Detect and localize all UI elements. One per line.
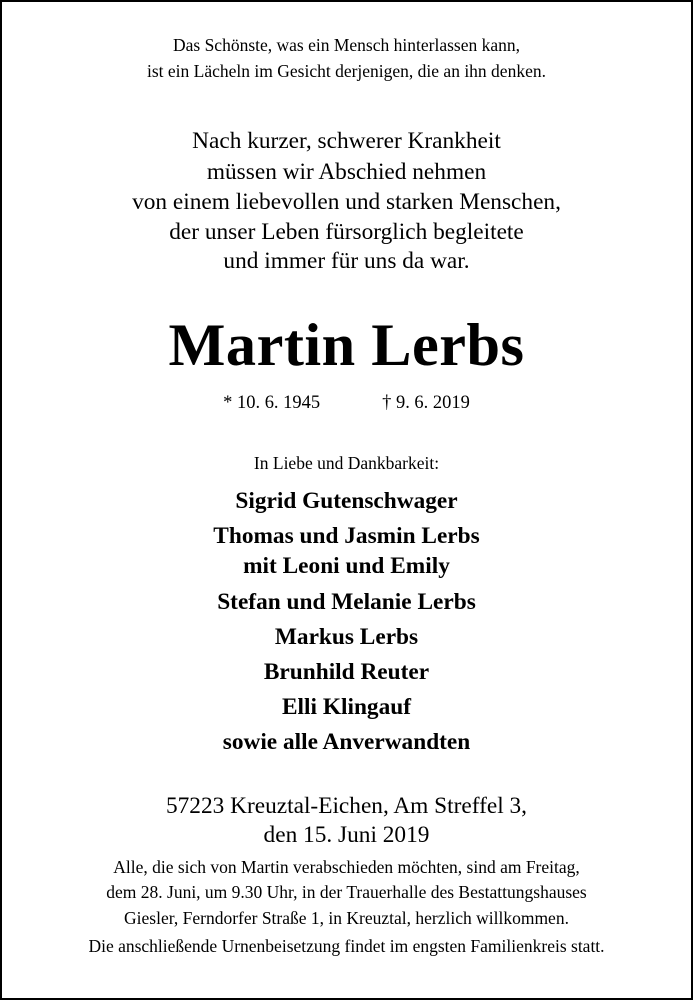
mourner-name: mit Leoni und Emily [243,553,450,579]
mourner-name: Sigrid Gutenschwager [235,488,458,514]
life-dates [2,393,691,411]
farewell-info-line: Alle, die sich von Martin verabschieden möchten, sind am Freitag, [113,857,580,877]
farewell-info-line: dem 28. Juni, um 9.30 Uhr, in der Trauerhalle des Bestattungshauses [106,882,587,902]
mourner-name: Brunhild Reuter [263,659,430,685]
deceased-name: Martin Lerbs [168,312,525,379]
date-line: den 15. Juni 2019 [263,822,430,848]
intro-line: Nach kurzer, schwerer Krankheit [192,128,501,154]
quote-line: ist ein Lächeln im Gesicht derjenigen, die an ihn denken. [147,61,546,81]
mourner-name: Stefan und Melanie Lerbs [217,589,476,615]
intro-line: von einem liebevollen und starken Menschen, [132,189,561,215]
birth-date: * 10. 6. 1945 [223,392,321,412]
farewell-info-line: Giesler, Ferndorfer Straße 1, in Kreuztal, herzlich willkommen. [124,908,569,928]
death-date: † 9. 6. 2019 [382,392,470,412]
mourner-name: Markus Lerbs [274,624,419,650]
address-line: 57223 Kreuztal-Eichen, Am Streffel 3, [165,793,528,819]
quote-line: Das Schönste, was ein Mensch hinterlassen kann, [172,35,520,55]
intro-line: und immer für uns da war. [223,248,470,274]
mourner-name: Thomas und Jasmin Lerbs [213,523,480,549]
thanks-line: In Liebe und Dankbarkeit: [253,453,440,473]
farewell-info-line: Die anschließende Urnenbeisetzung findet im engsten Familienkreis statt. [88,936,605,956]
mourner-name: Elli Klingauf [282,694,411,720]
mourner-name: sowie alle Anverwandten [222,729,471,755]
intro-line: müssen wir Abschied nehmen [206,159,487,185]
intro-line: der unser Leben fürsorglich begleitete [169,219,524,245]
